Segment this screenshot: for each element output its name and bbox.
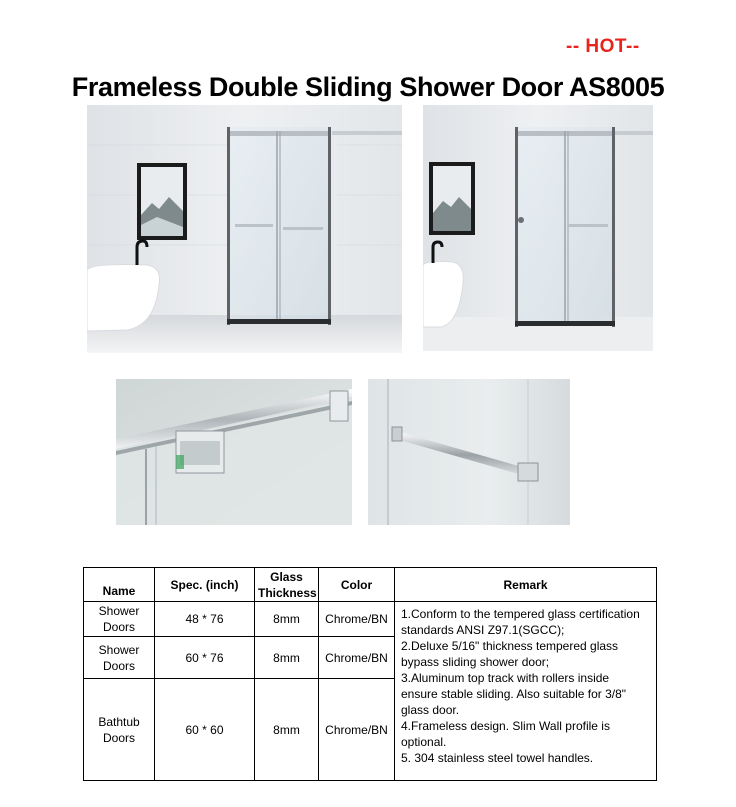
header-remark: Remark xyxy=(395,568,657,602)
cell-name-line-1: Bathtub xyxy=(98,714,140,729)
remark-line: 4.Frameless design. Slim Wall profile is xyxy=(401,719,610,733)
cell-spec: 60 * 76 xyxy=(155,637,255,679)
remark-line: 3.Aluminum top track with rollers inside xyxy=(401,671,610,685)
cell-name-line-2: Doors xyxy=(102,730,135,745)
shower-door-front-photo-1 xyxy=(87,105,402,353)
header-name: Name xyxy=(84,568,155,602)
cell-color: Chrome/BN xyxy=(319,602,395,637)
table-row xyxy=(84,602,657,637)
cell-color: Chrome/BN xyxy=(319,679,395,781)
table-header-row xyxy=(84,568,657,602)
cell-name-line-1: Shower xyxy=(98,642,140,657)
cell-name xyxy=(84,679,155,781)
spec-table xyxy=(83,567,657,781)
header-glass-thickness-line-1: Glass xyxy=(270,569,303,584)
header-glass-thickness xyxy=(255,568,319,602)
cell-name-line-2: Doors xyxy=(102,658,135,673)
page-title: Frameless Double Sliding Shower Door AS8005 xyxy=(71,72,665,102)
cell-thickness: 8mm xyxy=(255,637,319,679)
top-track-roller-closeup xyxy=(116,379,352,525)
cell-name xyxy=(84,637,155,679)
remark-line: 1.Conform to the tempered glass certification xyxy=(401,607,640,621)
cell-spec: 60 * 60 xyxy=(155,679,255,781)
remark-line: glass door. xyxy=(401,703,460,717)
cell-name-line-1: Shower xyxy=(98,604,140,618)
remark-line: 5. 304 stainless steel towel handles. xyxy=(401,751,594,765)
remark-line: standards ANSI Z97.1(SGCC); xyxy=(401,623,565,637)
cell-color: Chrome/BN xyxy=(319,637,395,679)
cell-remark xyxy=(395,602,657,781)
remark-line: bypass sliding shower door; xyxy=(401,655,550,669)
remark-line: ensure stable sliding. Also suitable for 3/8" xyxy=(401,687,627,701)
hot-badge: -- HOT-- xyxy=(566,36,640,57)
header-glass-thickness-line-2: Thickness xyxy=(258,585,317,600)
cell-thickness: 8mm xyxy=(255,602,319,637)
remark-line: 2.Deluxe 5/16" thickness tempered glass xyxy=(401,639,619,653)
header-color: Color xyxy=(319,568,395,602)
cell-name xyxy=(84,602,155,637)
shower-door-front-photo-2 xyxy=(423,105,653,351)
cell-name-line-2: Doors xyxy=(102,620,135,634)
header-spec: Spec. (inch) xyxy=(155,568,255,602)
cell-spec: 48 * 76 xyxy=(155,602,255,637)
towel-handle-closeup xyxy=(368,379,570,525)
cell-thickness: 8mm xyxy=(255,679,319,781)
remark-line: optional. xyxy=(401,735,447,749)
